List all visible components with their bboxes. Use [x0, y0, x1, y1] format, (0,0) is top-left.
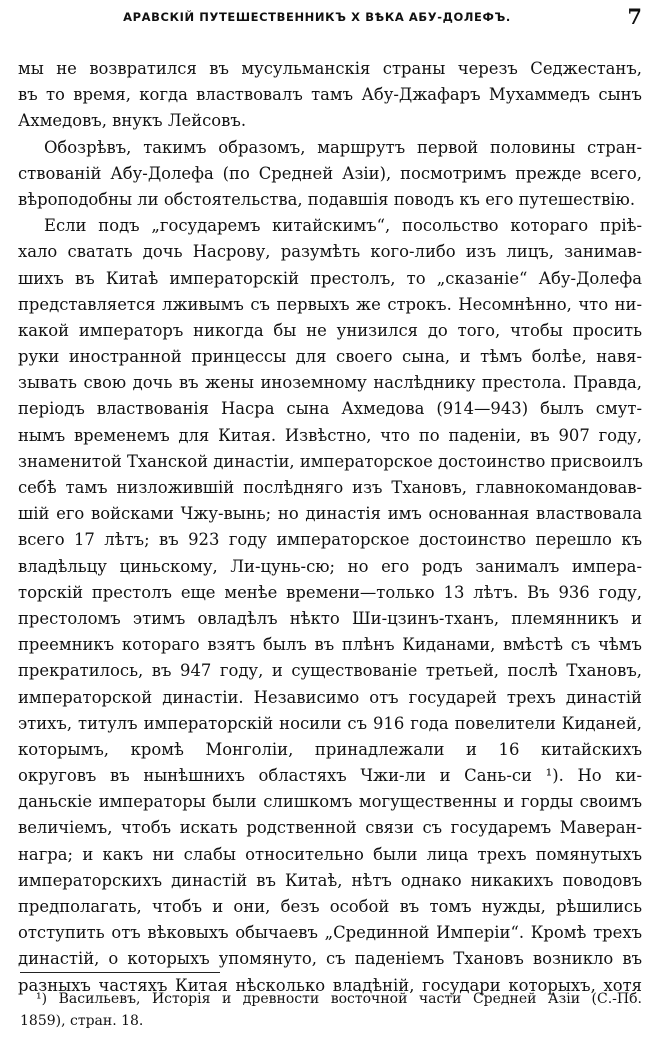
- text-line: мы не возвратился въ мусульманскія страны черезъ Седжестанъ,: [18, 59, 642, 78]
- text-line: торскій престолъ еще менѣе времени—только 13 лѣтъ. Въ 936 году,: [18, 582, 642, 602]
- text-line: преемникъ котораго взятъ былъ въ плѣнъ Киданами, вмѣстѣ съ чѣмъ: [18, 635, 642, 655]
- text-line: какой императоръ никогда бы не унизился до того, чтобы просить: [18, 320, 642, 340]
- footnote-line: ¹) Васильевъ, Исторія и древности восточной части Средней Азіи (С.-Пб.: [36, 991, 642, 1007]
- text-line: Ахмедовъ, внукъ Лейсовъ.: [18, 111, 247, 131]
- text-line: этихъ, титулъ императорскій носили съ 916 года повелители Киданей,: [18, 713, 642, 733]
- footnote-line: 1859), стран. 18.: [20, 1013, 144, 1029]
- footnote-divider: [20, 972, 220, 973]
- text-line: руки иностранной принцессы для своего сына, и тѣмъ болѣе, навя-: [18, 347, 642, 367]
- text-line: императорскихъ династій въ Китаѣ, нѣтъ однако никакихъ поводовъ: [18, 870, 642, 890]
- text-line: округовъ въ нынѣшнихъ областяхъ Чжи-ли и Сань-си ¹). Но ки-: [18, 766, 642, 786]
- text-line: въ то время, когда властвовалъ тамъ Абу-Джафаръ Мухаммедъ сынъ: [18, 85, 642, 105]
- text-line: всего 17 лѣтъ; въ 923 году императорское достоинство перешло къ: [18, 530, 642, 550]
- text-line: величіемъ, чтобъ искать родственной связи съ государемъ Маверан-: [18, 818, 642, 838]
- body-text: [18, 56, 642, 999]
- text-line: хало сватать дочь Насрову, разумѣть кого-либо изъ лицъ, занимав-: [18, 242, 642, 262]
- text-line: ствованій Абу-Долефа (по Средней Азіи), посмотримъ прежде всего,: [18, 163, 642, 183]
- text-line: представляется лживымъ съ первыхъ же строкъ. Несомнѣнно, что ни-: [18, 294, 642, 314]
- text-line: престоломъ этимъ овладѣлъ нѣкто Ши-цзинъ-тханъ, племянникъ и: [18, 608, 642, 628]
- text-line: династій, о которыхъ упомянуто, съ паденіемъ Тхановъ возникло въ: [18, 949, 642, 969]
- text-line: прекратилось, въ 947 году, и существованіе третьей, послѣ Тхановъ,: [18, 661, 642, 681]
- text-line: разныхъ частяхъ Китая нѣсколько владѣній, государи которыхъ, хотя: [18, 975, 642, 995]
- text-line: даньскіе императоры были слишкомъ могущественны и горды своимъ: [18, 792, 642, 812]
- text-line: шихъ въ Китаѣ императорскій престолъ, то „сказаніе“ Абу-Долефа: [18, 268, 642, 288]
- text-line: знаменитой Тханской династіи, императорское достоинство присвоилъ: [18, 451, 643, 471]
- footnote: [20, 988, 642, 1032]
- text-line: владѣльцу циньскому, Ли-цунь-сю; но его родъ занималъ импера-: [18, 556, 642, 576]
- text-line: Если подъ „государемъ китайскимъ“, посольство котораго пріѣ-: [44, 216, 642, 236]
- page-number: 7: [627, 4, 642, 29]
- text-line: предполагать, чтобъ и они, безъ особой въ томъ нужды, рѣшились: [18, 897, 642, 916]
- text-line: императорской династіи. Независимо отъ государей трехъ династій: [18, 687, 642, 707]
- running-title: АРАВСКІЙ ПУТЕШЕСТВЕННИКЪ X ВѢКА АБУ-ДОЛЕФЪ.: [123, 10, 511, 24]
- text-line: періодъ властвованія Насра сына Ахмедова (914—943) былъ смут-: [18, 399, 642, 419]
- text-line: вѣроподобны ли обстоятельства, подавшія поводъ къ его путешествію.: [18, 189, 636, 209]
- text-line: зывать свою дочь въ жены иноземному наслѣднику престола. Правда,: [18, 373, 642, 393]
- text-line: нымъ временемъ для Китая. Извѣстно, что по паденіи, въ 907 году,: [18, 425, 642, 445]
- page-header: [22, 4, 642, 30]
- text-line: отступить отъ вѣковыхъ обычаевъ „Срединной Имперіи“. Кромѣ трехъ: [18, 923, 642, 943]
- text-line: шій его войсками Чжу-вынь; но династія имъ основанная властвовала: [18, 504, 642, 524]
- text-line: которымъ, кромѣ Монголіи, принадлежали и 16 китайскихъ: [18, 739, 642, 759]
- text-line: награ; и какъ ни слабы относительно были лица трехъ помянутыхъ: [18, 844, 642, 864]
- text-line: Обозрѣвъ, такимъ образомъ, маршрутъ первой половины стран-: [44, 137, 642, 157]
- text-line: себѣ тамъ низложившій послѣдняго изъ Тхановъ, главнокомандовав-: [18, 478, 642, 497]
